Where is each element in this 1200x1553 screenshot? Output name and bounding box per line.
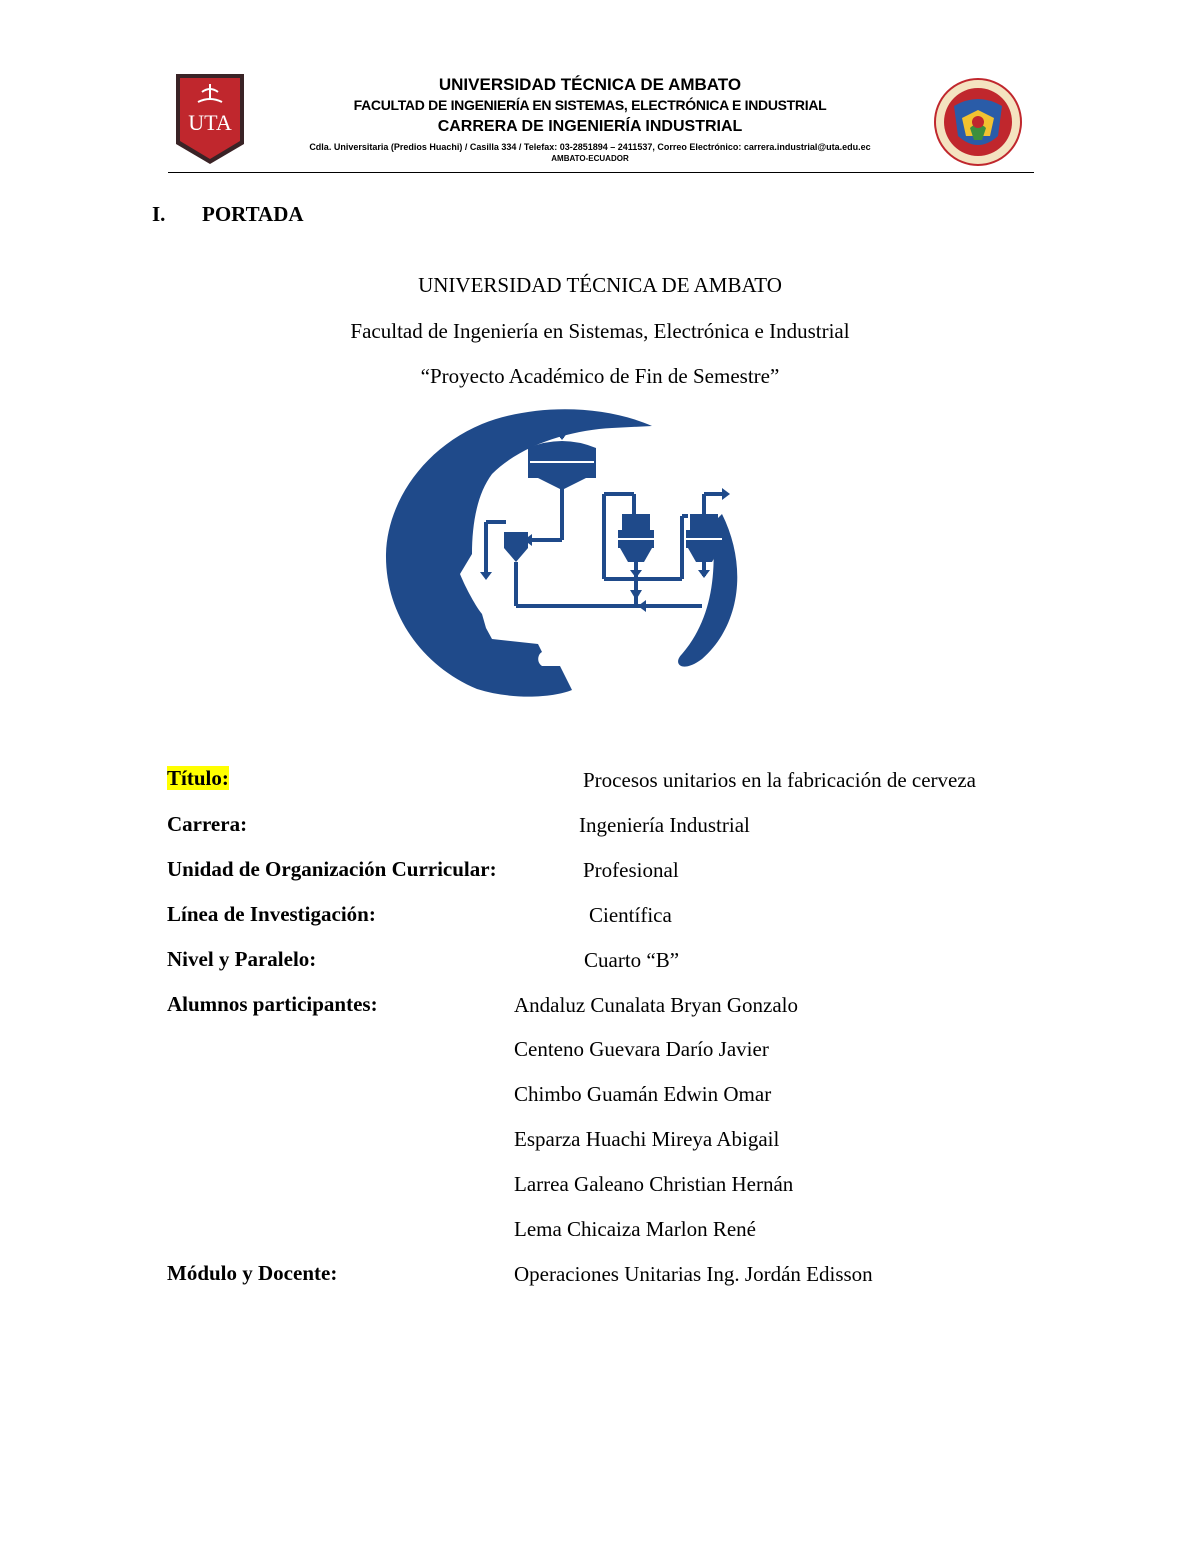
cover-faculty: Facultad de Ingeniería en Sistemas, Electrónica e Industrial [350, 319, 850, 343]
value-nivel: Cuarto “B” [584, 948, 680, 972]
letterhead-address: Cdla. Universitaria (Predios Huachi) / Casilla 334 / Telefax: 03-2851894 – 2411537, Correo Electrónico: carrera.industrial@uta.edu.ec [309, 142, 871, 152]
letterhead [0, 0, 1200, 180]
student-name: Esparza Huachi Mireya Abigail [514, 1127, 780, 1151]
label-linea: Línea de Investigación: [167, 902, 376, 926]
uta-logo [176, 74, 244, 164]
process-head-illustration [382, 404, 750, 700]
cover-university: UNIVERSIDAD TÉCNICA DE AMBATO [418, 273, 782, 297]
label-alumnos: Alumnos participantes: [167, 992, 378, 1016]
section-heading [152, 202, 304, 227]
letterhead-career: CARRERA DE INGENIERÍA INDUSTRIAL [437, 118, 743, 135]
letterhead-city: AMBATO-ECUADOR [551, 154, 629, 163]
section-number: I. [152, 202, 166, 226]
student-name: Lema Chicaiza Marlon René [514, 1217, 756, 1241]
label-unidad: Unidad de Organización Curricular: [167, 857, 497, 881]
value-linea: Científica [589, 903, 672, 927]
letterhead-university: UNIVERSIDAD TÉCNICA DE AMBATO [438, 75, 742, 94]
cover-project: “Proyecto Académico de Fin de Semestre” [420, 364, 780, 388]
value-unidad: Profesional [583, 858, 679, 882]
student-name: Andaluz Cunalata Bryan Gonzalo [514, 993, 798, 1017]
faculty-crest [934, 78, 1022, 166]
section-title: PORTADA [202, 202, 304, 226]
value-modulo: Operaciones Unitarias Ing. Jordán Edisson [514, 1262, 873, 1286]
label-titulo [167, 766, 229, 791]
label-titulo-text: Título: [167, 766, 229, 790]
letterhead-divider [168, 172, 1034, 173]
uta-logo-text: UTA [188, 110, 232, 135]
value-carrera: Ingeniería Industrial [579, 813, 750, 837]
letterhead-faculty: FACULTAD DE INGENIERÍA EN SISTEMAS, ELECTRÓNICA E INDUSTRIAL [353, 97, 827, 113]
letterhead-text [250, 74, 930, 164]
label-carrera: Carrera: [167, 812, 248, 836]
value-titulo: Procesos unitarios en la fabricación de cerveza [583, 768, 976, 792]
label-modulo: Módulo y Docente: [167, 1261, 338, 1285]
student-name: Chimbo Guamán Edwin Omar [514, 1082, 772, 1106]
student-name: Centeno Guevara Darío Javier [514, 1037, 769, 1061]
label-nivel: Nivel y Paralelo: [167, 947, 317, 971]
student-name: Larrea Galeano Christian Hernán [514, 1172, 794, 1196]
